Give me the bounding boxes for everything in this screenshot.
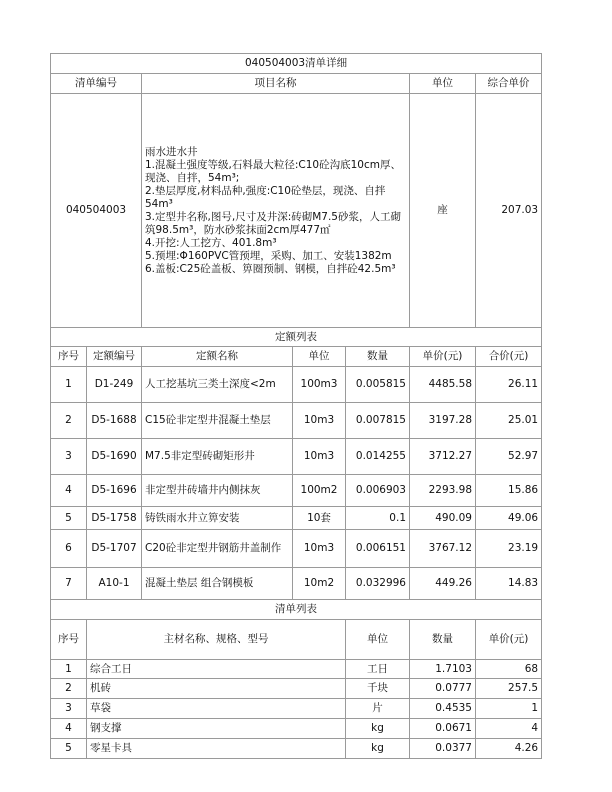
header-code: 清单编号	[51, 74, 142, 94]
quota-price: 3767.12	[410, 530, 476, 568]
quota-section-title: 定额列表	[51, 328, 542, 347]
material-unit: kg	[346, 739, 410, 759]
quota-qty: 0.006903	[346, 475, 410, 507]
quota-row	[51, 439, 542, 475]
quota-header-qty: 数量	[346, 347, 410, 367]
material-qty: 0.0377	[410, 739, 476, 759]
quota-unit: 10m3	[293, 403, 346, 439]
quota-total: 25.01	[476, 403, 542, 439]
materials-header-price: 单价(元)	[476, 620, 542, 660]
material-name: 钢支撑	[87, 719, 346, 739]
material-name: 机砖	[87, 679, 346, 699]
quota-total: 23.19	[476, 530, 542, 568]
quota-qty: 0.1	[346, 507, 410, 530]
material-row	[51, 660, 542, 679]
quota-row	[51, 568, 542, 600]
quota-total: 49.06	[476, 507, 542, 530]
materials-header-unit: 单位	[346, 620, 410, 660]
quota-row	[51, 403, 542, 439]
quota-total: 26.11	[476, 367, 542, 403]
material-unit: 千块	[346, 679, 410, 699]
quota-qty: 0.005815	[346, 367, 410, 403]
material-row	[51, 679, 542, 699]
quota-row	[51, 367, 542, 403]
quota-unit: 10套	[293, 507, 346, 530]
quota-code: D1-249	[87, 367, 142, 403]
quota-unit: 100m2	[293, 475, 346, 507]
quota-name: 人工挖基坑三类土深度<2m	[142, 367, 293, 403]
quota-name: C15砼非定型井混凝土垫层	[142, 403, 293, 439]
quota-no: 2	[51, 403, 87, 439]
quota-header-name: 定额名称	[142, 347, 293, 367]
quota-qty: 0.014255	[346, 439, 410, 475]
material-qty: 1.7103	[410, 660, 476, 679]
quota-price: 490.09	[410, 507, 476, 530]
materials-section-row	[51, 600, 542, 620]
quota-name: 铸铁雨水井立箅安装	[142, 507, 293, 530]
quota-no: 7	[51, 568, 87, 600]
quota-unit: 10m3	[293, 530, 346, 568]
quota-no: 5	[51, 507, 87, 530]
quota-row	[51, 475, 542, 507]
materials-section-title: 清单列表	[51, 600, 542, 620]
quota-header-total: 合价(元)	[476, 347, 542, 367]
item-code: 040504003	[51, 94, 142, 328]
table-title: 040504003清单详细	[51, 54, 542, 74]
material-no: 5	[51, 739, 87, 759]
quota-unit: 10m2	[293, 568, 346, 600]
quota-price: 3712.27	[410, 439, 476, 475]
quota-name: 非定型井砖墙井内侧抹灰	[142, 475, 293, 507]
header-unit: 单位	[410, 74, 476, 94]
quota-code: D5-1758	[87, 507, 142, 530]
quota-no: 4	[51, 475, 87, 507]
material-qty: 0.0671	[410, 719, 476, 739]
header-price: 综合单价	[476, 74, 542, 94]
quota-row	[51, 530, 542, 568]
material-price: 4.26	[476, 739, 542, 759]
quota-header-no: 序号	[51, 347, 87, 367]
quota-code: D5-1690	[87, 439, 142, 475]
material-no: 3	[51, 699, 87, 719]
item-unit: 座	[410, 94, 476, 328]
item-row	[51, 94, 542, 328]
quota-unit: 100m3	[293, 367, 346, 403]
bill-detail-table	[50, 53, 542, 759]
quota-code: D5-1688	[87, 403, 142, 439]
item-price: 207.03	[476, 94, 542, 328]
material-qty: 0.4535	[410, 699, 476, 719]
materials-header-qty: 数量	[410, 620, 476, 660]
title-row	[51, 54, 542, 74]
quota-qty: 0.032996	[346, 568, 410, 600]
quota-name: C20砼非定型井钢筋井盖制作	[142, 530, 293, 568]
material-no: 1	[51, 660, 87, 679]
material-price: 257.5	[476, 679, 542, 699]
quota-price: 3197.28	[410, 403, 476, 439]
quota-header-row	[51, 347, 542, 367]
material-name: 综合工日	[87, 660, 346, 679]
material-price: 4	[476, 719, 542, 739]
quota-name: M7.5非定型砖砌矩形井	[142, 439, 293, 475]
quota-no: 1	[51, 367, 87, 403]
material-name: 草袋	[87, 699, 346, 719]
quota-no: 3	[51, 439, 87, 475]
quota-qty: 0.007815	[346, 403, 410, 439]
quota-no: 6	[51, 530, 87, 568]
material-unit: 工日	[346, 660, 410, 679]
quota-qty: 0.006151	[346, 530, 410, 568]
quota-price: 4485.58	[410, 367, 476, 403]
material-row	[51, 719, 542, 739]
material-unit: kg	[346, 719, 410, 739]
quota-unit: 10m3	[293, 439, 346, 475]
material-no: 2	[51, 679, 87, 699]
material-unit: 片	[346, 699, 410, 719]
quota-total: 14.83	[476, 568, 542, 600]
materials-header-name: 主材名称、规格、型号	[87, 620, 346, 660]
material-price: 68	[476, 660, 542, 679]
quota-total: 52.97	[476, 439, 542, 475]
quota-row	[51, 507, 542, 530]
material-row	[51, 739, 542, 759]
quota-section-row	[51, 328, 542, 347]
quota-name: 混凝土垫层 组合钢模板	[142, 568, 293, 600]
material-row	[51, 699, 542, 719]
quota-code: D5-1696	[87, 475, 142, 507]
item-description: 雨水进水井 1.混凝土强度等级,石料最大粒径:C10砼沟底10cm厚、现浇、自拌，54m³; 2.垫层厚度,材料品种,强度:C10砼垫层，现浇、自拌54m³ 3.定型井名称,图号,尺寸及井深:砖砌M7.5砂浆，人工砌筑98.5m³，防水砂浆抹面2cm厚477㎡ 4.开挖:人工挖方、401.8m³ 5.预埋:Φ160PVC管预埋，采购、加工、安装1382m 6.盖板:C25砼盖板、箅圈预制、钢模，自拌砼42.5m³	[142, 94, 410, 328]
quota-header-code: 定额编号	[87, 347, 142, 367]
header-name: 项目名称	[142, 74, 410, 94]
quota-code: D5-1707	[87, 530, 142, 568]
materials-header-row	[51, 620, 542, 660]
material-price: 1	[476, 699, 542, 719]
quota-header-price: 单价(元)	[410, 347, 476, 367]
material-name: 零星卡具	[87, 739, 346, 759]
quota-code: A10-1	[87, 568, 142, 600]
item-header-row	[51, 74, 542, 94]
quota-price: 449.26	[410, 568, 476, 600]
material-no: 4	[51, 719, 87, 739]
quota-price: 2293.98	[410, 475, 476, 507]
material-qty: 0.0777	[410, 679, 476, 699]
quota-header-unit: 单位	[293, 347, 346, 367]
materials-header-no: 序号	[51, 620, 87, 660]
quota-total: 15.86	[476, 475, 542, 507]
